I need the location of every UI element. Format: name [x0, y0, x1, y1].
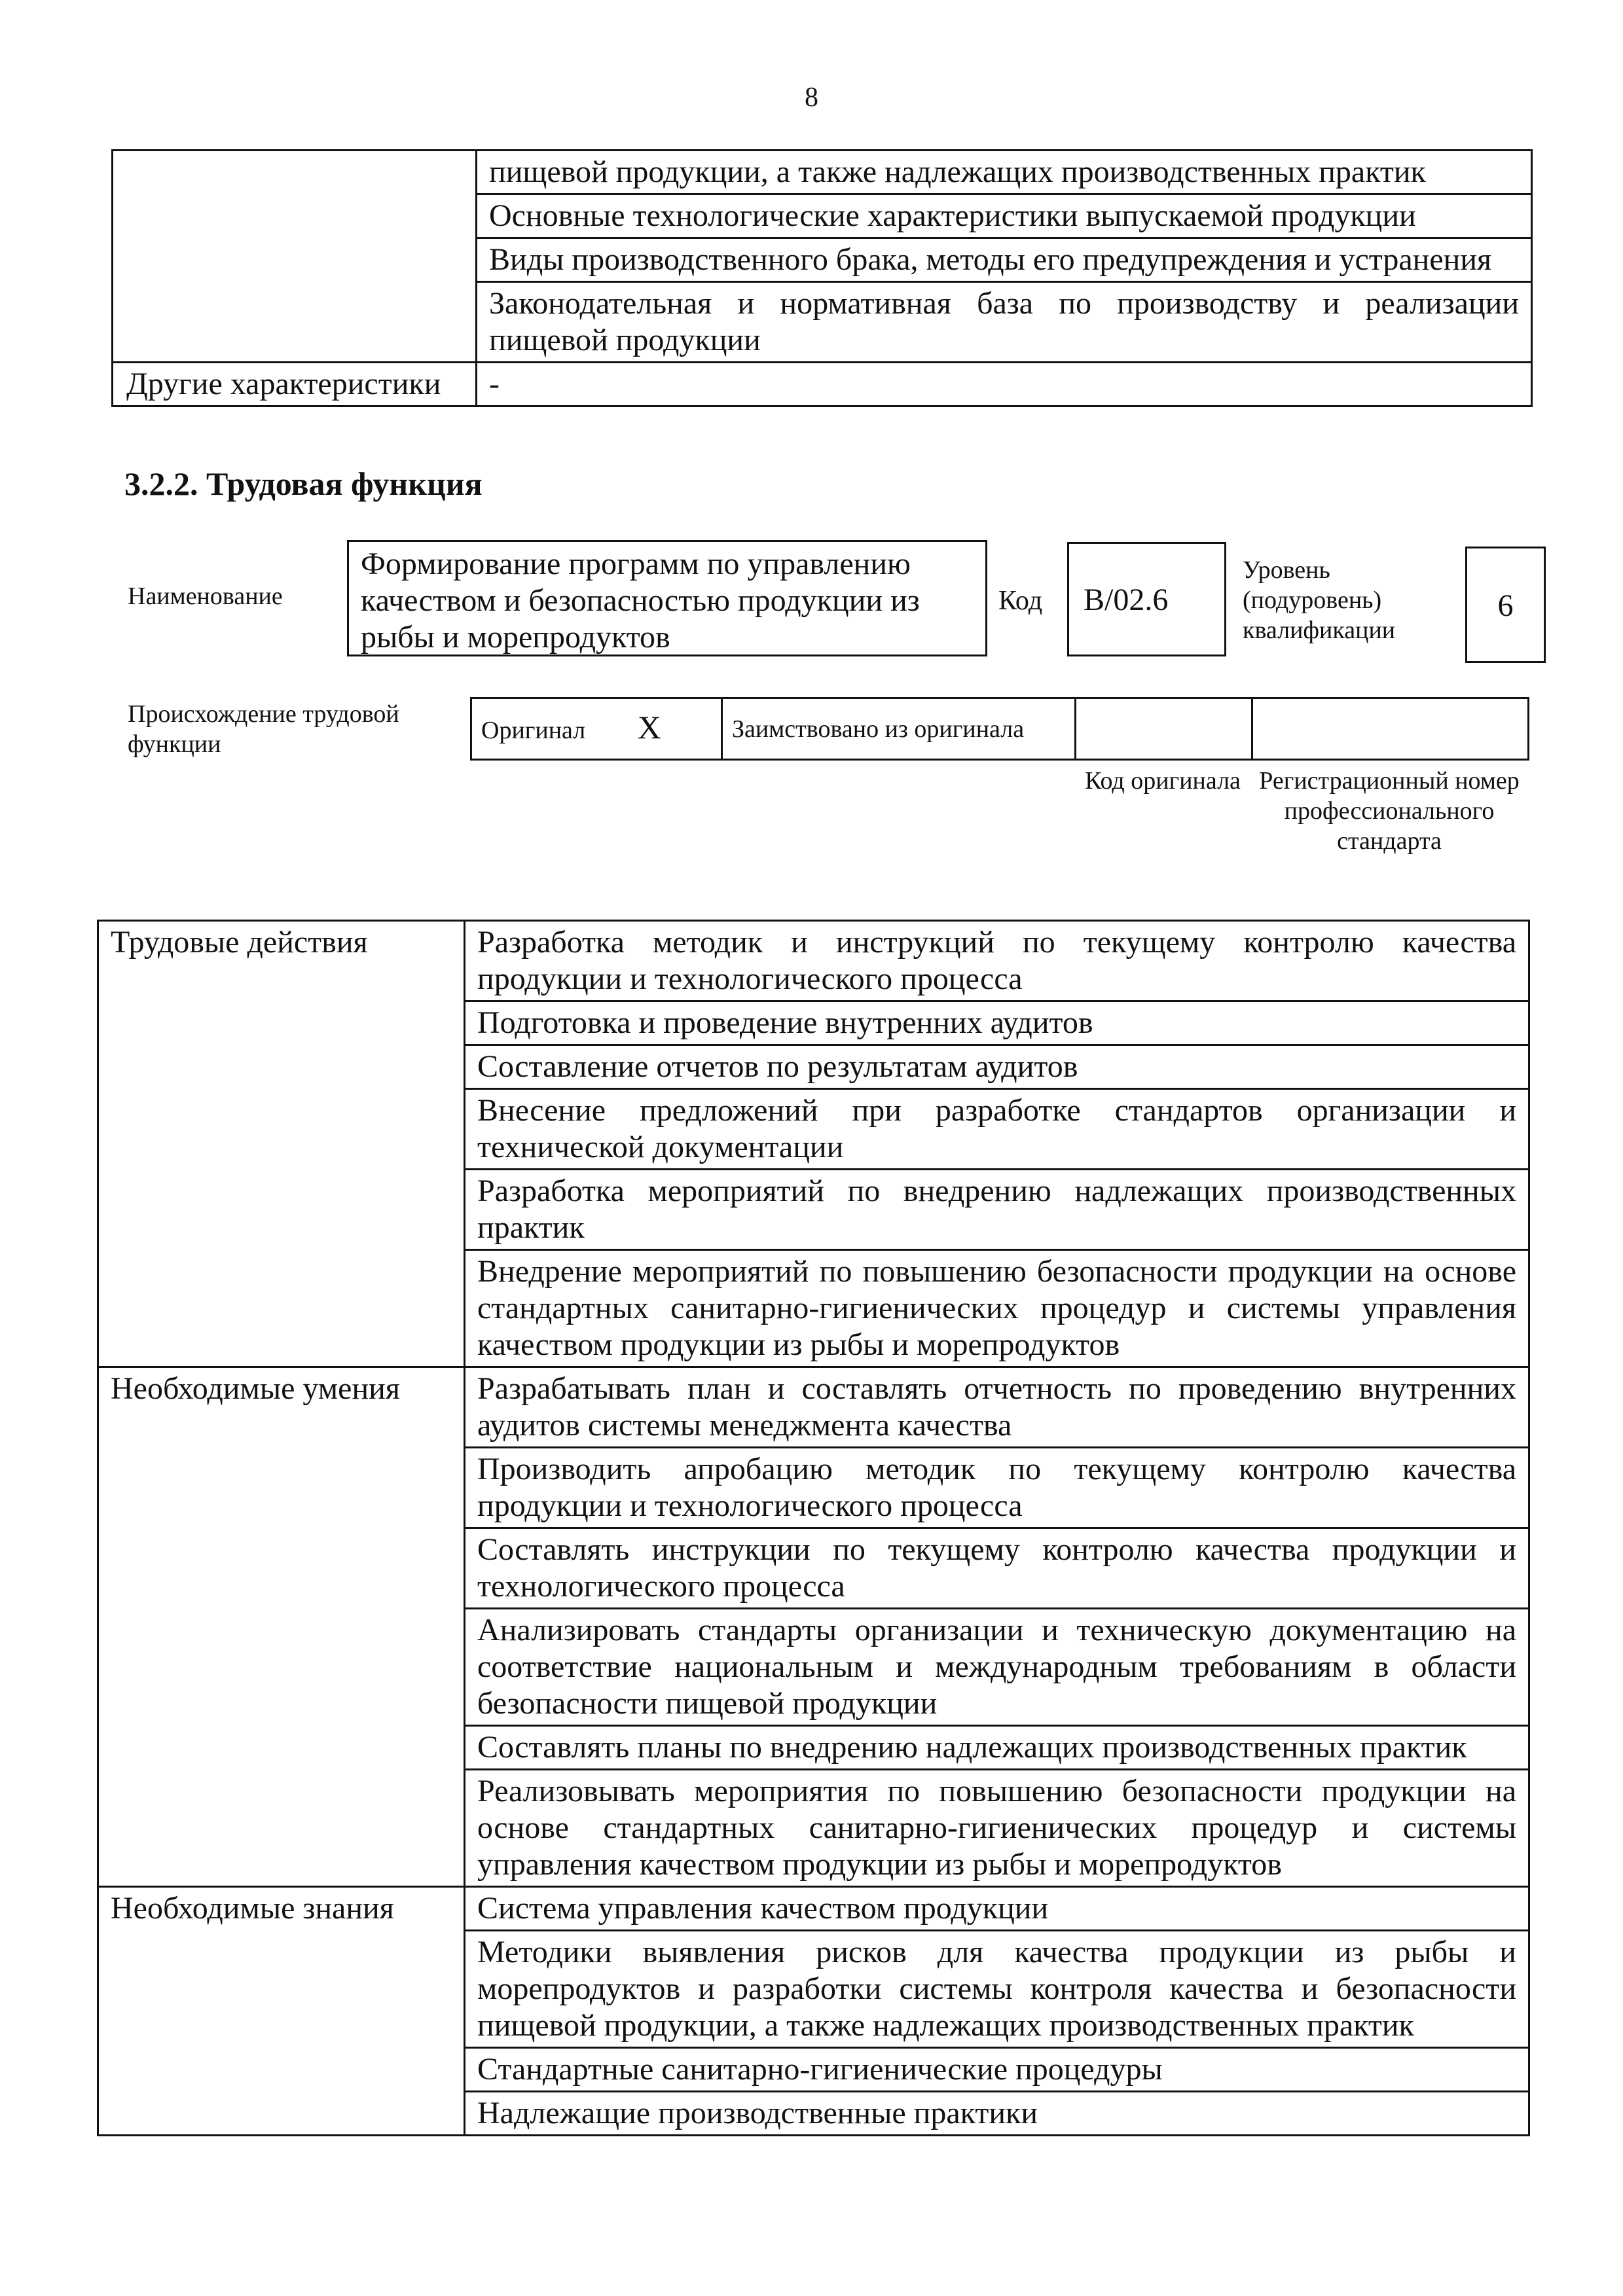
name-label: Наименование: [128, 583, 283, 610]
level-label: Уровень (подуровень) квалификации: [1243, 556, 1396, 644]
level-value: 6: [1497, 588, 1514, 623]
original-code-cell: [1076, 698, 1252, 760]
origin-table: [470, 697, 1529, 761]
level-box: [1465, 547, 1546, 663]
characteristics-table-continuation: [111, 149, 1533, 407]
required-knowledge-item: Стандартные санитарно-гигиенические процедуры: [465, 2048, 1529, 2092]
original-cell: [471, 698, 722, 760]
registration-number-cell: [1252, 698, 1529, 760]
required-knowledge-item: Надлежащие производственные практики: [465, 2092, 1529, 2136]
origin-label: Происхождение трудовой функции: [128, 700, 399, 758]
function-name-value: Формирование программ по управлению качеством и безопасностью продукции из рыбы и морепродуктов: [361, 547, 920, 655]
labor-function-table: [97, 920, 1530, 2136]
other-characteristics-value: -: [477, 363, 1532, 406]
required-skill-item: Анализировать стандарты организации и техническую документацию на соответствие национальным и международным требованиям в области безопасности пищевой продукции: [465, 1609, 1529, 1726]
required-skills-label: Необходимые умения: [98, 1367, 465, 1887]
empty-label-cell: [113, 151, 477, 363]
required-skill-item: Составлять инструкции по текущему контролю качества продукции и технологического процесса: [465, 1528, 1529, 1609]
required-knowledge-item: Методики выявления рисков для качества продукции из рыбы и морепродуктов и разработки системы контроля качества и безопасности пищевой продукции, а также надлежащих производственных практик: [465, 1931, 1529, 2048]
other-characteristics-label: Другие характеристики: [113, 363, 477, 406]
labor-actions-label: Трудовые действия: [98, 921, 465, 1367]
required-skill-item: Производить апробацию методик по текущему контролю качества продукции и технологического процесса: [465, 1448, 1529, 1528]
page-number: 8: [805, 82, 818, 113]
labor-action-item: Разработка методик и инструкций по текущему контролю качества продукции и технологического процесса: [465, 921, 1529, 1001]
labor-action-item: Внедрение мероприятий по повышению безопасности продукции на основе стандартных санитарно-гигиенических процедур и системы управления качеством продукции из рыбы и морепродуктов: [465, 1250, 1529, 1367]
labor-action-item: Внесение предложений при разработке стандартов организации и технической документации: [465, 1089, 1529, 1170]
original-code-caption: Код оригинала: [1085, 767, 1241, 795]
knowledge-item: Законодательная и нормативная база по производству и реализации пищевой продукции: [477, 282, 1532, 363]
required-knowledge-label: Необходимые знания: [98, 1887, 465, 2136]
required-skill-item: Реализовывать мероприятия по повышению безопасности продукции на основе стандартных санитарно-гигиенических процедур и системы управления качеством продукции из рыбы и морепродуктов: [465, 1770, 1529, 1887]
knowledge-item: Виды производственного брака, методы его предупреждения и устранения: [477, 238, 1532, 282]
labor-action-item: Составление отчетов по результатам аудитов: [465, 1045, 1529, 1089]
function-name-box: [347, 540, 987, 656]
function-code-box: [1067, 542, 1226, 656]
registration-number-caption: Регистрационный номер профессионального стандарта: [1259, 767, 1520, 855]
labor-action-item: Подготовка и проведение внутренних аудитов: [465, 1001, 1529, 1045]
borrowed-cell: Заимствовано из оригинала: [722, 698, 1076, 760]
labor-action-item: Разработка мероприятий по внедрению надлежащих производственных практик: [465, 1170, 1529, 1250]
function-code-value: B/02.6: [1084, 583, 1169, 617]
required-knowledge-item: Система управления качеством продукции: [465, 1887, 1529, 1931]
knowledge-item: пищевой продукции, а также надлежащих производственных практик: [477, 151, 1532, 194]
original-mark: X: [637, 709, 661, 745]
code-label: Код: [998, 586, 1043, 616]
knowledge-item: Основные технологические характеристики выпускаемой продукции: [477, 194, 1532, 238]
required-skill-item: Составлять планы по внедрению надлежащих производственных практик: [465, 1726, 1529, 1770]
original-label: Оригинал: [481, 717, 586, 744]
required-skill-item: Разрабатывать план и составлять отчетность по проведению внутренних аудитов системы менеджмента качества: [465, 1367, 1529, 1448]
section-heading: 3.2.2. Трудовая функция: [124, 465, 483, 502]
